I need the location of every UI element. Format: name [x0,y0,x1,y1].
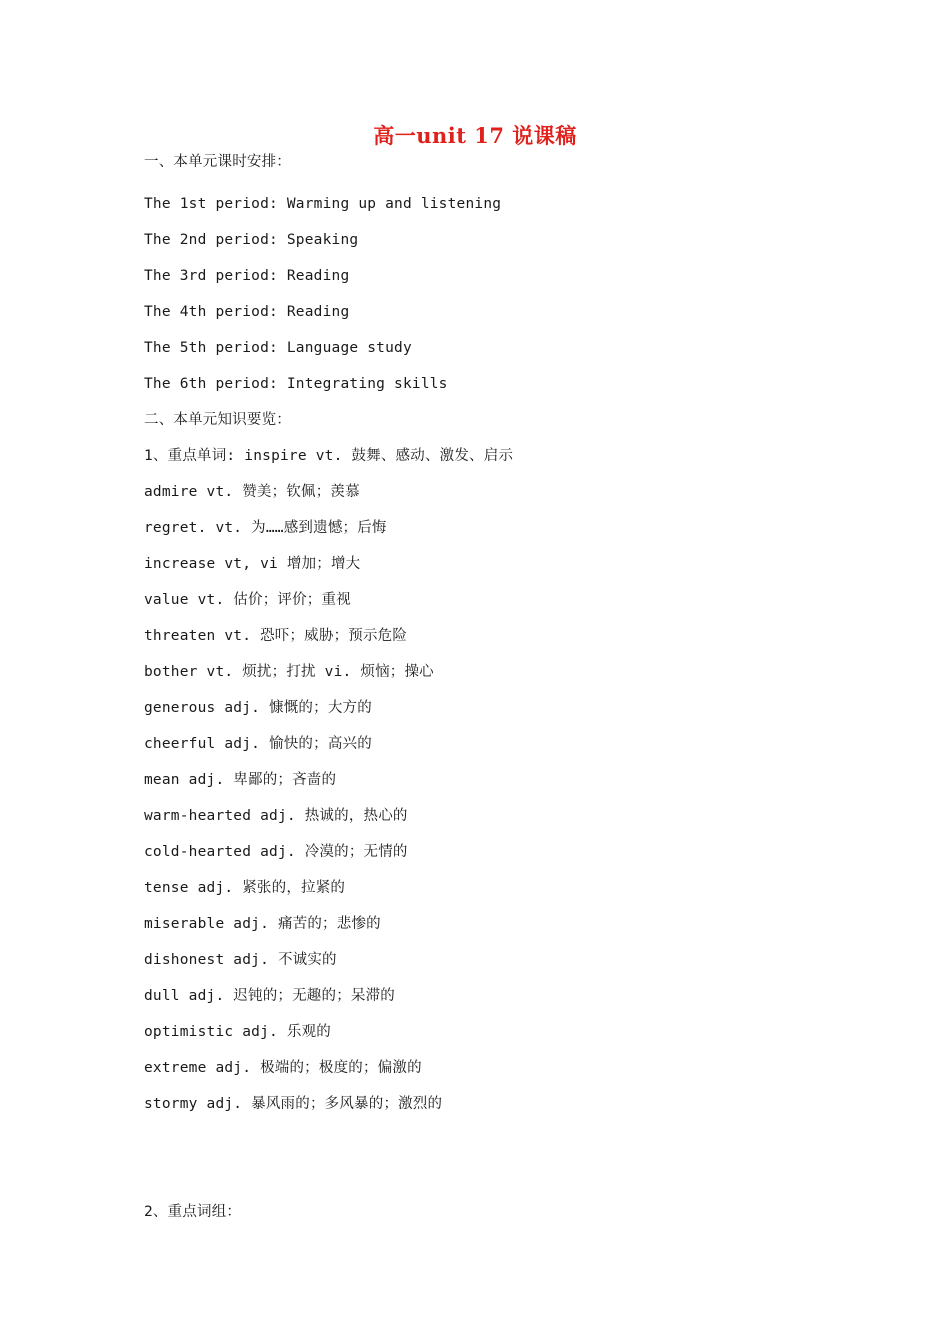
vocab-item: cold-hearted adj. 冷漠的；无情的 [144,844,408,860]
period-item: The 2nd period: Speaking [144,232,359,248]
vocab-item: optimistic adj. 乐观的 [144,1024,331,1040]
vocab-item: threaten vt. 恐吓；威胁；预示危险 [144,628,408,644]
spacer [144,1122,844,1194]
period-item: The 1st period: Warming up and listening [144,196,502,212]
section-heading-overview: 二、本单元知识要览： [144,412,291,428]
vocab-item: admire vt. 赞美；钦佩；羡慕 [144,484,360,500]
period-item: The 6th period: Integrating skills [144,376,448,392]
vocab-item: tense adj. 紧张的，拉紧的 [144,880,346,896]
period-item: The 3rd period: Reading [144,268,350,284]
vocab-item: dishonest adj. 不诚实的 [144,952,337,968]
document-title: 高一unit 17 说课稿 [373,123,577,148]
vocab-list [144,474,844,1122]
phrases-heading: 2、重点词组： [144,1204,242,1220]
vocab-item: cheerful adj. 愉快的；高兴的 [144,736,372,752]
section-heading-schedule: 一、本单元课时安排： [144,154,291,170]
vocab-item: bother vt. 烦扰；打扰 vi. 烦恼；操心 [144,664,434,680]
vocab-item: miserable adj. 痛苦的；悲惨的 [144,916,381,932]
vocab-item: dull adj. 迟钝的；无趣的；呆滞的 [144,988,395,1004]
period-item: The 4th period: Reading [144,304,350,320]
vocab-item: mean adj. 卑鄙的；吝啬的 [144,772,337,788]
vocab-item: warm-hearted adj. 热诚的，热心的 [144,808,408,824]
document-body [144,150,844,1230]
vocab-item: value vt. 估价；评价；重视 [144,592,351,608]
vocab-heading: 1、重点单词: inspire vt. 鼓舞、感动、激发、启示 [144,448,514,464]
vocab-item: increase vt, vi 增加；增大 [144,556,361,572]
vocab-item: regret. vt. 为……感到遗憾；后悔 [144,520,387,536]
period-item: The 5th period: Language study [144,340,412,356]
period-list [144,186,844,402]
vocab-item: extreme adj. 极端的；极度的；偏激的 [144,1060,422,1076]
vocab-item: generous adj. 慷慨的；大方的 [144,700,372,716]
vocab-item: stormy adj. 暴风雨的；多风暴的；激烈的 [144,1096,443,1112]
